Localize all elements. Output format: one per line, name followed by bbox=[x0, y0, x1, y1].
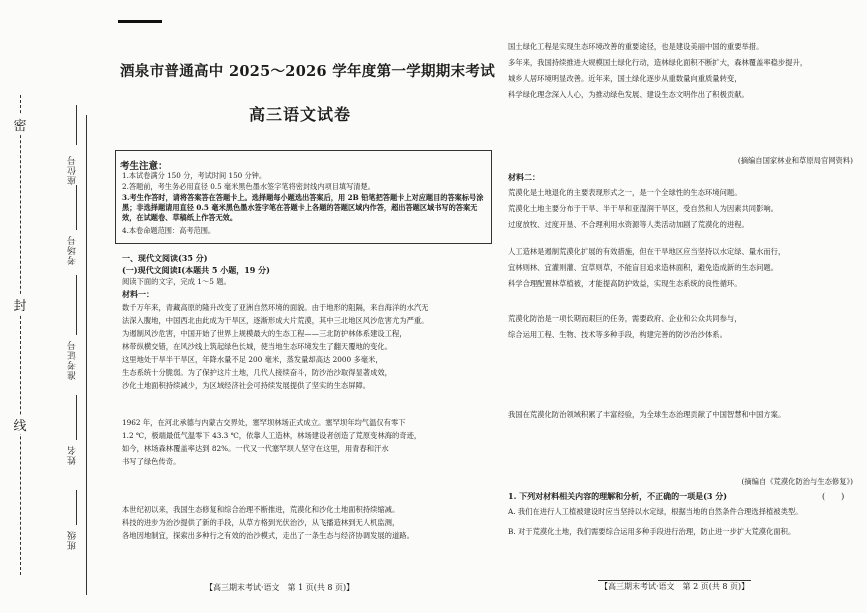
field-exam-id: 准考证号 bbox=[68, 340, 78, 380]
option-b: B. 对于荒漠化土地，我们需要综合运用多种手段进行治理，防止进一步扩大荒漠化面积。 bbox=[508, 527, 796, 536]
answer-blank: ( ) bbox=[822, 492, 845, 501]
page-footer-right: 【高三期末考试·语文 第 2 页(共 8 页)】 bbox=[600, 582, 750, 591]
field-class: 班级 bbox=[68, 530, 78, 550]
body-line: 国土绿化工程是实现生态环境改善的重要途径，也是建设美丽中国的重要举措。 bbox=[508, 42, 764, 51]
body-line: 城乡人居环境明显改善。近年来，国土绿化逐步从重数量向重质量转变， bbox=[508, 74, 742, 83]
seal-mark: 线 bbox=[12, 415, 28, 434]
body-line: 法深入腹地，中国西北由此成为干旱区，逐渐形成大片荒漠，其中三北地区风沙危害尤为严重。 bbox=[122, 316, 429, 325]
seal-dashed-line bbox=[20, 95, 21, 575]
field-seat-number: 座位号 bbox=[68, 155, 78, 185]
body-line: 人工造林是遏制荒漠化扩展的有效措施，但在干旱地区应当坚持以水定绿、量水而行， bbox=[508, 247, 786, 256]
body-line: 本世纪初以来，我国生态修复和综合治理不断推进，荒漠化和沙化土地面积持续缩减。 bbox=[122, 505, 400, 514]
notice-item: 3.考生作答时，请将答案答在答题卡上。选择题每小题选出答案后，用 2B 铅笔把答题卡上对应题目的答案标号涂黑；非选择题请用直径 0.5 毫米黑色墨水签字笔在答题卡上各题的答题区域内作答，超出答题区域书写的答案无效，在试题卷、草稿纸上作答无效。 bbox=[122, 193, 484, 222]
body-line: 宜林则林、宜灌则灌、宜草则草，不能盲目追求造林面积，避免造成新的生态问题。 bbox=[508, 263, 778, 272]
body-line: 我国在荒漠化防治领域积累了丰富经验，为全球生态治理贡献了中国智慧和中国方案。 bbox=[508, 410, 786, 419]
top-rule bbox=[118, 20, 162, 23]
body-line: 沙化土地面积持续减少，为区域经济社会可持续发展提供了坚实的生态屏障。 bbox=[122, 381, 371, 390]
notice-heading: 考生注意： bbox=[120, 161, 168, 172]
binding-margin bbox=[0, 95, 120, 600]
seal-mark: 密 bbox=[12, 115, 28, 134]
material-label: 材料一： bbox=[122, 289, 154, 299]
body-line: 科学合理配置林草植被，才能提高防护效益，实现生态系统的良性循环。 bbox=[508, 279, 742, 288]
binding-solid-line bbox=[86, 115, 87, 595]
field-exam-room: 考场号 bbox=[68, 235, 78, 265]
notice-item: 2.答题前，考生务必用直径 0.5 毫米黑色墨水签字笔将密封线内项目填写清楚。 bbox=[122, 182, 375, 191]
body-line: 多年来，我国持续推进大规模国土绿化行动，造林绿化面积不断扩大，森林覆盖率稳步提升， bbox=[508, 58, 808, 67]
field-name: 姓名 bbox=[68, 445, 78, 465]
subsection-heading: (一)现代文阅读Ⅰ(本题共 5 小题，19 分) bbox=[122, 265, 270, 275]
body-line: 1962 年，在河北承德与内蒙古交界处，塞罕坝林场正式成立。塞罕坝年均气温仅有零下 bbox=[122, 418, 406, 427]
source-note: (摘编自《荒漠化防治与生态修复》) bbox=[741, 477, 853, 486]
body-line: 荒漠化防治是一项长期而艰巨的任务，需要政府、企业和公众共同参与， bbox=[508, 314, 742, 323]
body-line: 为遏制风沙危害，中国开始了世界上规模最大的生态工程——三北防护林体系建设工程， bbox=[122, 329, 407, 338]
body-line: 科学绿化理念深入人心，为推动绿色发展、建设生态文明作出了积极贡献。 bbox=[508, 90, 749, 99]
subject-title: 高三语文试卷 bbox=[248, 105, 351, 124]
notice-item: 4.本卷命题范围：高考范围。 bbox=[122, 226, 216, 235]
notice-item: 1.本试卷满分 150 分，考试时间 150 分钟。 bbox=[122, 171, 267, 180]
section-heading: 一、现代文阅读(35 分) bbox=[122, 253, 208, 263]
question-1: 1. 下列对材料相关内容的理解和分析，不正确的一项是(3 分) bbox=[508, 491, 728, 501]
field-underline bbox=[76, 490, 77, 525]
field-underline bbox=[76, 395, 77, 440]
exam-title: 酒泉市普通高中 2025～2026 学年度第一学期期末考试 bbox=[120, 63, 496, 80]
field-underline bbox=[76, 185, 77, 230]
material-label: 材料二： bbox=[508, 172, 540, 182]
body-line: 过度放牧、过度开垦、不合理利用水资源等人类活动加剧了荒漠化的进程。 bbox=[508, 220, 749, 229]
field-underline bbox=[76, 275, 77, 335]
body-line: 荒漠化土地主要分布于干旱、半干旱和亚湿润干旱区，受自然和人为因素共同影响。 bbox=[508, 204, 778, 213]
body-line: 书写了绿色传奇。 bbox=[122, 457, 181, 466]
source-note: (摘编自国家林业和草原局官网资料) bbox=[737, 156, 853, 165]
body-line: 综合运用工程、生物、技术等多种手段，构建完善的防沙治沙体系。 bbox=[508, 330, 727, 339]
instruction-line: 阅读下面的文字，完成 1～5 题。 bbox=[122, 277, 231, 286]
body-line: 荒漠化是土地退化的主要表现形式之一，是一个全球性的生态环境问题。 bbox=[508, 188, 742, 197]
field-underline bbox=[76, 105, 77, 145]
seal-mark: 封 bbox=[12, 295, 28, 314]
body-line: 科技的进步为治沙提供了新的手段，从草方格到光伏治沙，从飞播造林到无人机监测， bbox=[122, 518, 400, 527]
body-line: 这里地处干旱半干旱区，年降水量不足 200 毫米，蒸发量却高达 2000 多毫米， bbox=[122, 355, 383, 364]
page-footer-left: 【高三期末考试·语文 第 1 页(共 8 页)】 bbox=[205, 583, 355, 592]
body-line: 各地因地制宜，探索出多种行之有效的治沙模式，走出了一条生态与经济协调发展的道路。 bbox=[122, 531, 414, 540]
body-line: 生态系统十分脆弱。为了保护这片土地，几代人接续奋斗，防沙治沙取得显著成效， bbox=[122, 368, 392, 377]
body-line: 数千万年来，青藏高原的隆升改变了亚洲自然环境的面貌。由于地形的阻隔，来自海洋的水汽无 bbox=[122, 303, 429, 312]
body-line: 如今，林场森林覆盖率达到 82%。一代又一代塞罕坝人坚守在这里，用青春和汗水 bbox=[122, 444, 389, 453]
body-line: 林带纵横交错，在风沙线上筑起绿色长城，使当地生态环境发生了翻天覆地的变化。 bbox=[122, 342, 392, 351]
option-a: A. 我们在进行人工植被建设时应当坚持以水定绿，根据当地的自然条件合理选择植被类型。 bbox=[508, 507, 803, 516]
body-line: 1.2 ℃，极端最低气温零下 43.3 ℃，依靠人工造林，林场建设者创造了荒原变林海的奇迹， bbox=[122, 431, 422, 440]
